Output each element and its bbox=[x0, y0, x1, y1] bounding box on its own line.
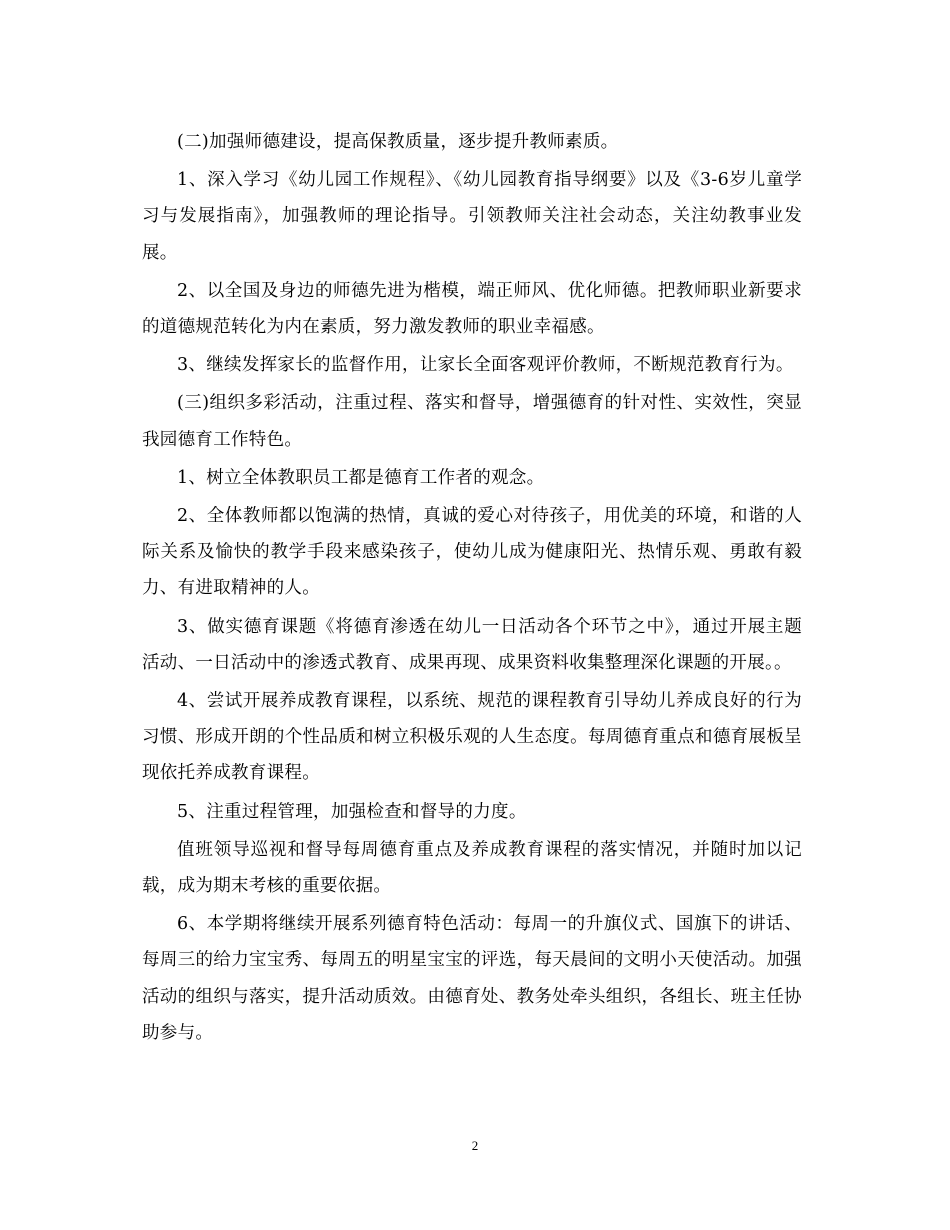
paragraph-leader-inspection: 值班领导巡视和督导每周德育重点及养成教育课程的落实情况，并随时加以记载，成为期末考核的重要依据。 bbox=[142, 839, 802, 897]
heading-section-3: (三)组织多彩活动，注重过程、落实和督导，增强德育的针对性、实效性，突显我园德育工作特色。 bbox=[142, 393, 802, 450]
paragraph-teacher-enthusiasm: 2、全体教师都以饱满的热情，真诚的爱心对待孩子，用优美的环境，和谐的人际关系及愉快的教学手段来感染孩子，使幼儿成为健康阳光、热情乐观、勇敢有毅力、有进取精神的人。 bbox=[142, 506, 802, 599]
paragraph-habit-course: 4、尝试开展养成教育课程，以系统、规范的课程教育引导幼儿养成良好的行为习惯、形成开朗的个性品质和树立积极乐观的人生态度。每周德育重点和德育展板呈现依托养成教育课程。 bbox=[142, 691, 802, 784]
page-number: 2 bbox=[471, 1138, 479, 1153]
paragraph-teacher-ethics: 2、以全国及身边的师德先进为楷模，端正师风、优化师德。把教师职业新要求的道德规范转化为内在素质，努力激发教师的职业幸福感。 bbox=[142, 280, 802, 338]
paragraph-parent-supervision: 3、继续发挥家长的监督作用，让家长全面客观评价教师，不断规范教育行为。 bbox=[177, 355, 794, 376]
paragraph-featured-activities: 6、本学期将继续开展系列德育特色活动：每周一的升旗仪式、国旗下的讲话、每周三的给力宝宝秀、每周五的明星宝宝的评选，每天晨间的文明小天使活动。加强活动的组织与落实，提升活动质效。由德育处、教务处牵头组织，各组长、班主任协助参与。 bbox=[142, 914, 802, 1043]
paragraph-moral-project: 3、做实德育课题《将德育渗透在幼儿一日活动各个环节之中》，通过开展主题活动、一日活动中的渗透式教育、成果再现、成果资料收集整理深化课题的开展。。 bbox=[142, 616, 802, 673]
document-body bbox=[142, 124, 802, 1053]
paragraph-moral-concept: 1、树立全体教职员工都是德育工作者的观念。 bbox=[177, 467, 545, 488]
heading-section-2: (二)加强师德建设，提高保教质量，逐步提升教师素质。 bbox=[177, 132, 619, 152]
paragraph-study-guidelines: 1、深入学习《幼儿园工作规程》、《幼儿园教育指导纲要》以及《3-6岁儿童学习与发展指南》，加强教师的理论指导。引领教师关注社会动态，关注幼教事业发展。 bbox=[142, 170, 802, 263]
paragraph-process-management: 5、注重过程管理，加强检查和督导的力度。 bbox=[177, 801, 527, 822]
